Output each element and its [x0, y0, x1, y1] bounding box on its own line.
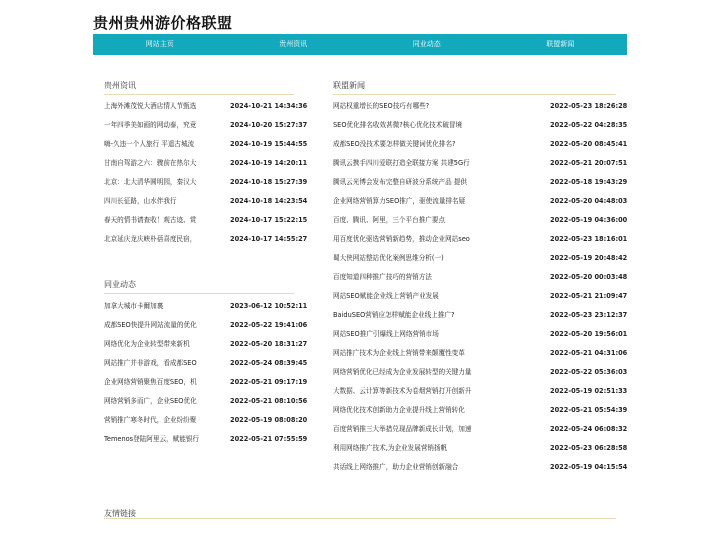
list-item — [104, 397, 308, 416]
article-link[interactable]: 春天的情书请查收！观古迹、赏 — [104, 216, 197, 224]
list-item — [333, 387, 628, 406]
article-link[interactable]: 企业网络营销算力SEO推广，驱使流量排名疑 — [333, 197, 466, 205]
article-link[interactable]: 四川长征路，山水伴我行 — [104, 197, 177, 205]
article-link[interactable]: 网站推广技术为企业线上营销带来颠覆性变革 — [333, 349, 465, 357]
article-date: 2022-05-21 07:55:59 — [230, 435, 308, 443]
list-item — [333, 311, 628, 330]
article-link[interactable]: Temenos登陆阿里云，赋能银行 — [104, 435, 200, 443]
article-link[interactable]: 蜀大侠网站整站优化案例思维分析(一) — [333, 254, 444, 262]
list-item — [333, 197, 628, 216]
list-item — [104, 302, 308, 321]
list-item — [104, 359, 308, 378]
article-date: 2022-05-20 18:31:27 — [230, 340, 308, 348]
article-date: 2022-05-22 05:36:03 — [550, 368, 628, 376]
article-date: 2024-10-17 15:22:15 — [230, 216, 308, 224]
list-item — [333, 444, 628, 463]
article-link[interactable]: 甘南自驾游之六：骤前在热尔大 — [104, 159, 197, 167]
list-item — [104, 159, 308, 178]
article-link[interactable]: 利用网络推广技术,为企业发展营销扬帆 — [333, 444, 448, 452]
section-title-guizhou: 贵州资讯 — [104, 81, 136, 90]
guizhou-news-list — [104, 102, 308, 254]
list-item — [104, 235, 308, 254]
nav-item-alliance-news[interactable]: 联盟新闻 — [546, 40, 575, 48]
article-link[interactable]: 腾讯云携手四川爱联打造全联接方案 共建5G行 — [333, 159, 470, 167]
article-date: 2022-05-20 00:03:48 — [550, 273, 628, 281]
section-divider — [333, 94, 616, 95]
article-link[interactable]: 网络营销优化已经成为企业发展转型的关键力量 — [333, 368, 472, 376]
article-date: 2022-05-20 08:45:41 — [550, 140, 628, 148]
article-link[interactable]: 一年四季美如画的网动泰，究竟 — [104, 121, 197, 129]
main-navbar — [93, 34, 627, 55]
article-link[interactable]: 加拿大城市卡爾加裏 — [104, 302, 164, 310]
article-date: 2022-05-20 04:48:03 — [550, 197, 628, 205]
article-link[interactable]: 腾讯云光博会发布完整自研波分系统产品 提供 — [333, 178, 467, 186]
article-link[interactable]: 网站SEO推广引爆线上网络营销市场 — [333, 330, 439, 338]
article-date: 2022-05-21 09:17:19 — [230, 378, 308, 386]
article-link[interactable]: 嗨-久违一个人旅行 平遥古城流 — [104, 140, 195, 148]
list-item — [104, 416, 308, 435]
list-item — [333, 349, 628, 368]
list-item — [333, 235, 628, 254]
section-divider — [104, 293, 294, 294]
list-item — [104, 140, 308, 159]
article-date: 2024-10-17 14:55:27 — [230, 235, 308, 243]
article-date: 2024-10-20 15:27:37 — [230, 121, 308, 129]
article-date: 2022-05-21 20:07:51 — [550, 159, 628, 167]
article-link[interactable]: 成都SEO快提升网站流量的优化 — [104, 321, 197, 329]
article-date: 2022-05-19 20:48:42 — [550, 254, 628, 262]
list-item — [333, 330, 628, 349]
industry-news-list — [104, 302, 308, 454]
article-date: 2024-10-19 14:20:11 — [230, 159, 308, 167]
list-item — [104, 178, 308, 197]
article-date: 2022-05-19 04:36:00 — [550, 216, 628, 224]
section-divider — [104, 518, 616, 519]
list-item — [333, 273, 628, 292]
article-link[interactable]: 北京：北大清华圆明园，秦汉大 — [104, 178, 197, 186]
section-title-industry: 同业动态 — [104, 280, 136, 289]
article-link[interactable]: 网站SEO赋能企业线上营销产业发展 — [333, 292, 439, 300]
article-date: 2024-10-18 15:27:39 — [230, 178, 308, 186]
article-date: 2024-10-21 14:34:36 — [230, 102, 308, 110]
nav-item-industry-news[interactable]: 同业动态 — [412, 40, 441, 48]
list-item — [333, 463, 628, 482]
article-date: 2022-05-23 18:26:28 — [550, 102, 628, 110]
article-link[interactable]: 网站权重增长的SEO技巧有哪些? — [333, 102, 430, 110]
list-item — [104, 197, 308, 216]
article-link[interactable]: 网络优化为企业转型带来新机 — [104, 340, 190, 348]
article-date: 2022-05-19 04:15:54 — [550, 463, 628, 471]
article-date: 2022-05-22 04:28:35 — [550, 121, 628, 129]
section-title-links: 友情链接 — [104, 509, 136, 518]
article-link[interactable]: BaiduSEO营销应怎样赋能企业线上推广? — [333, 311, 455, 319]
article-link[interactable]: 上海外滩茂悦大酒店情人节甄选 — [104, 102, 197, 110]
article-link[interactable]: 营销推广寒冬时代，企业纷纷聚 — [104, 416, 197, 424]
list-item — [104, 378, 308, 397]
article-date: 2022-05-20 19:56:01 — [550, 330, 628, 338]
article-link[interactable]: 百度知道四种推广技巧的营销方法 — [333, 273, 432, 281]
list-item — [104, 321, 308, 340]
article-date: 2024-10-19 15:44:55 — [230, 140, 308, 148]
article-link[interactable]: 百度、腾讯、阿里，三个平台推广要点 — [333, 216, 446, 224]
article-date: 2022-05-21 04:31:06 — [550, 349, 628, 357]
section-divider — [104, 94, 294, 95]
article-link[interactable]: 成都SEO没技术要怎样做关键词优化排名? — [333, 140, 456, 148]
list-item — [333, 178, 628, 197]
article-date: 2022-05-23 18:16:01 — [550, 235, 628, 243]
article-date: 2022-05-21 05:54:39 — [550, 406, 628, 414]
article-link[interactable]: 企业网络营销聚焦百度SEO，机 — [104, 378, 197, 386]
article-date: 2022-05-23 23:12:37 — [550, 311, 628, 319]
list-item — [333, 425, 628, 444]
list-item — [333, 254, 628, 273]
list-item — [333, 121, 628, 140]
article-link[interactable]: 共话线上网络推广，助力企业营销创新融合 — [333, 463, 459, 471]
list-item — [333, 159, 628, 178]
list-item — [333, 406, 628, 425]
article-date: 2022-05-19 08:08:20 — [230, 416, 308, 424]
list-item — [333, 140, 628, 159]
article-date: 2022-05-23 06:28:58 — [550, 444, 628, 452]
nav-item-guizhou-news[interactable]: 贵州资讯 — [279, 40, 308, 48]
alliance-news-list — [333, 102, 628, 482]
list-item — [104, 121, 308, 140]
article-date: 2022-05-19 02:51:33 — [550, 387, 628, 395]
article-date: 2022-05-24 08:39:45 — [230, 359, 308, 367]
section-title-alliance: 联盟新闻 — [333, 81, 365, 90]
article-link[interactable]: 百度营销推三大举措兑现品牌新成长计划，加速 — [333, 425, 472, 433]
article-date: 2024-10-18 14:23:54 — [230, 197, 308, 205]
list-item — [333, 102, 628, 121]
article-link[interactable]: 网站推广并非游戏，看成都SEO — [104, 359, 197, 367]
list-item — [104, 435, 308, 454]
article-date: 2022-05-24 06:08:32 — [550, 425, 628, 433]
list-item — [333, 216, 628, 235]
article-link[interactable]: 北京延庆龙庆峡朴蓓喜度民宿， — [104, 235, 197, 243]
list-item — [333, 292, 628, 311]
list-item — [104, 340, 308, 359]
article-date: 2022-05-18 19:43:29 — [550, 178, 628, 186]
article-link[interactable]: 网络优化技术创新助力企业提升线上营销转化 — [333, 406, 465, 414]
article-link[interactable]: 用百度优化驱选营销新趋势，推动企业网站seo — [333, 235, 470, 243]
nav-item-home[interactable]: 网站主页 — [145, 40, 174, 48]
article-link[interactable]: SEO优化排名收效甚微?核心优化技术破冒境 — [333, 121, 463, 129]
list-item — [104, 216, 308, 235]
article-date: 2022-05-22 19:41:06 — [230, 321, 308, 329]
list-item — [104, 102, 308, 121]
article-link[interactable]: 网络营销多而广，企业SEO优化 — [104, 397, 197, 405]
list-item — [333, 368, 628, 387]
article-link[interactable]: 大数据、云计算等新技术为卷烟营销打开创新升 — [333, 387, 472, 395]
site-title: 贵州贵州游价格联盟 — [93, 14, 233, 32]
article-date: 2022-05-21 21:09:47 — [550, 292, 628, 300]
article-date: 2022-05-21 08:10:56 — [230, 397, 308, 405]
article-date: 2023-06-12 10:52:11 — [230, 302, 308, 310]
